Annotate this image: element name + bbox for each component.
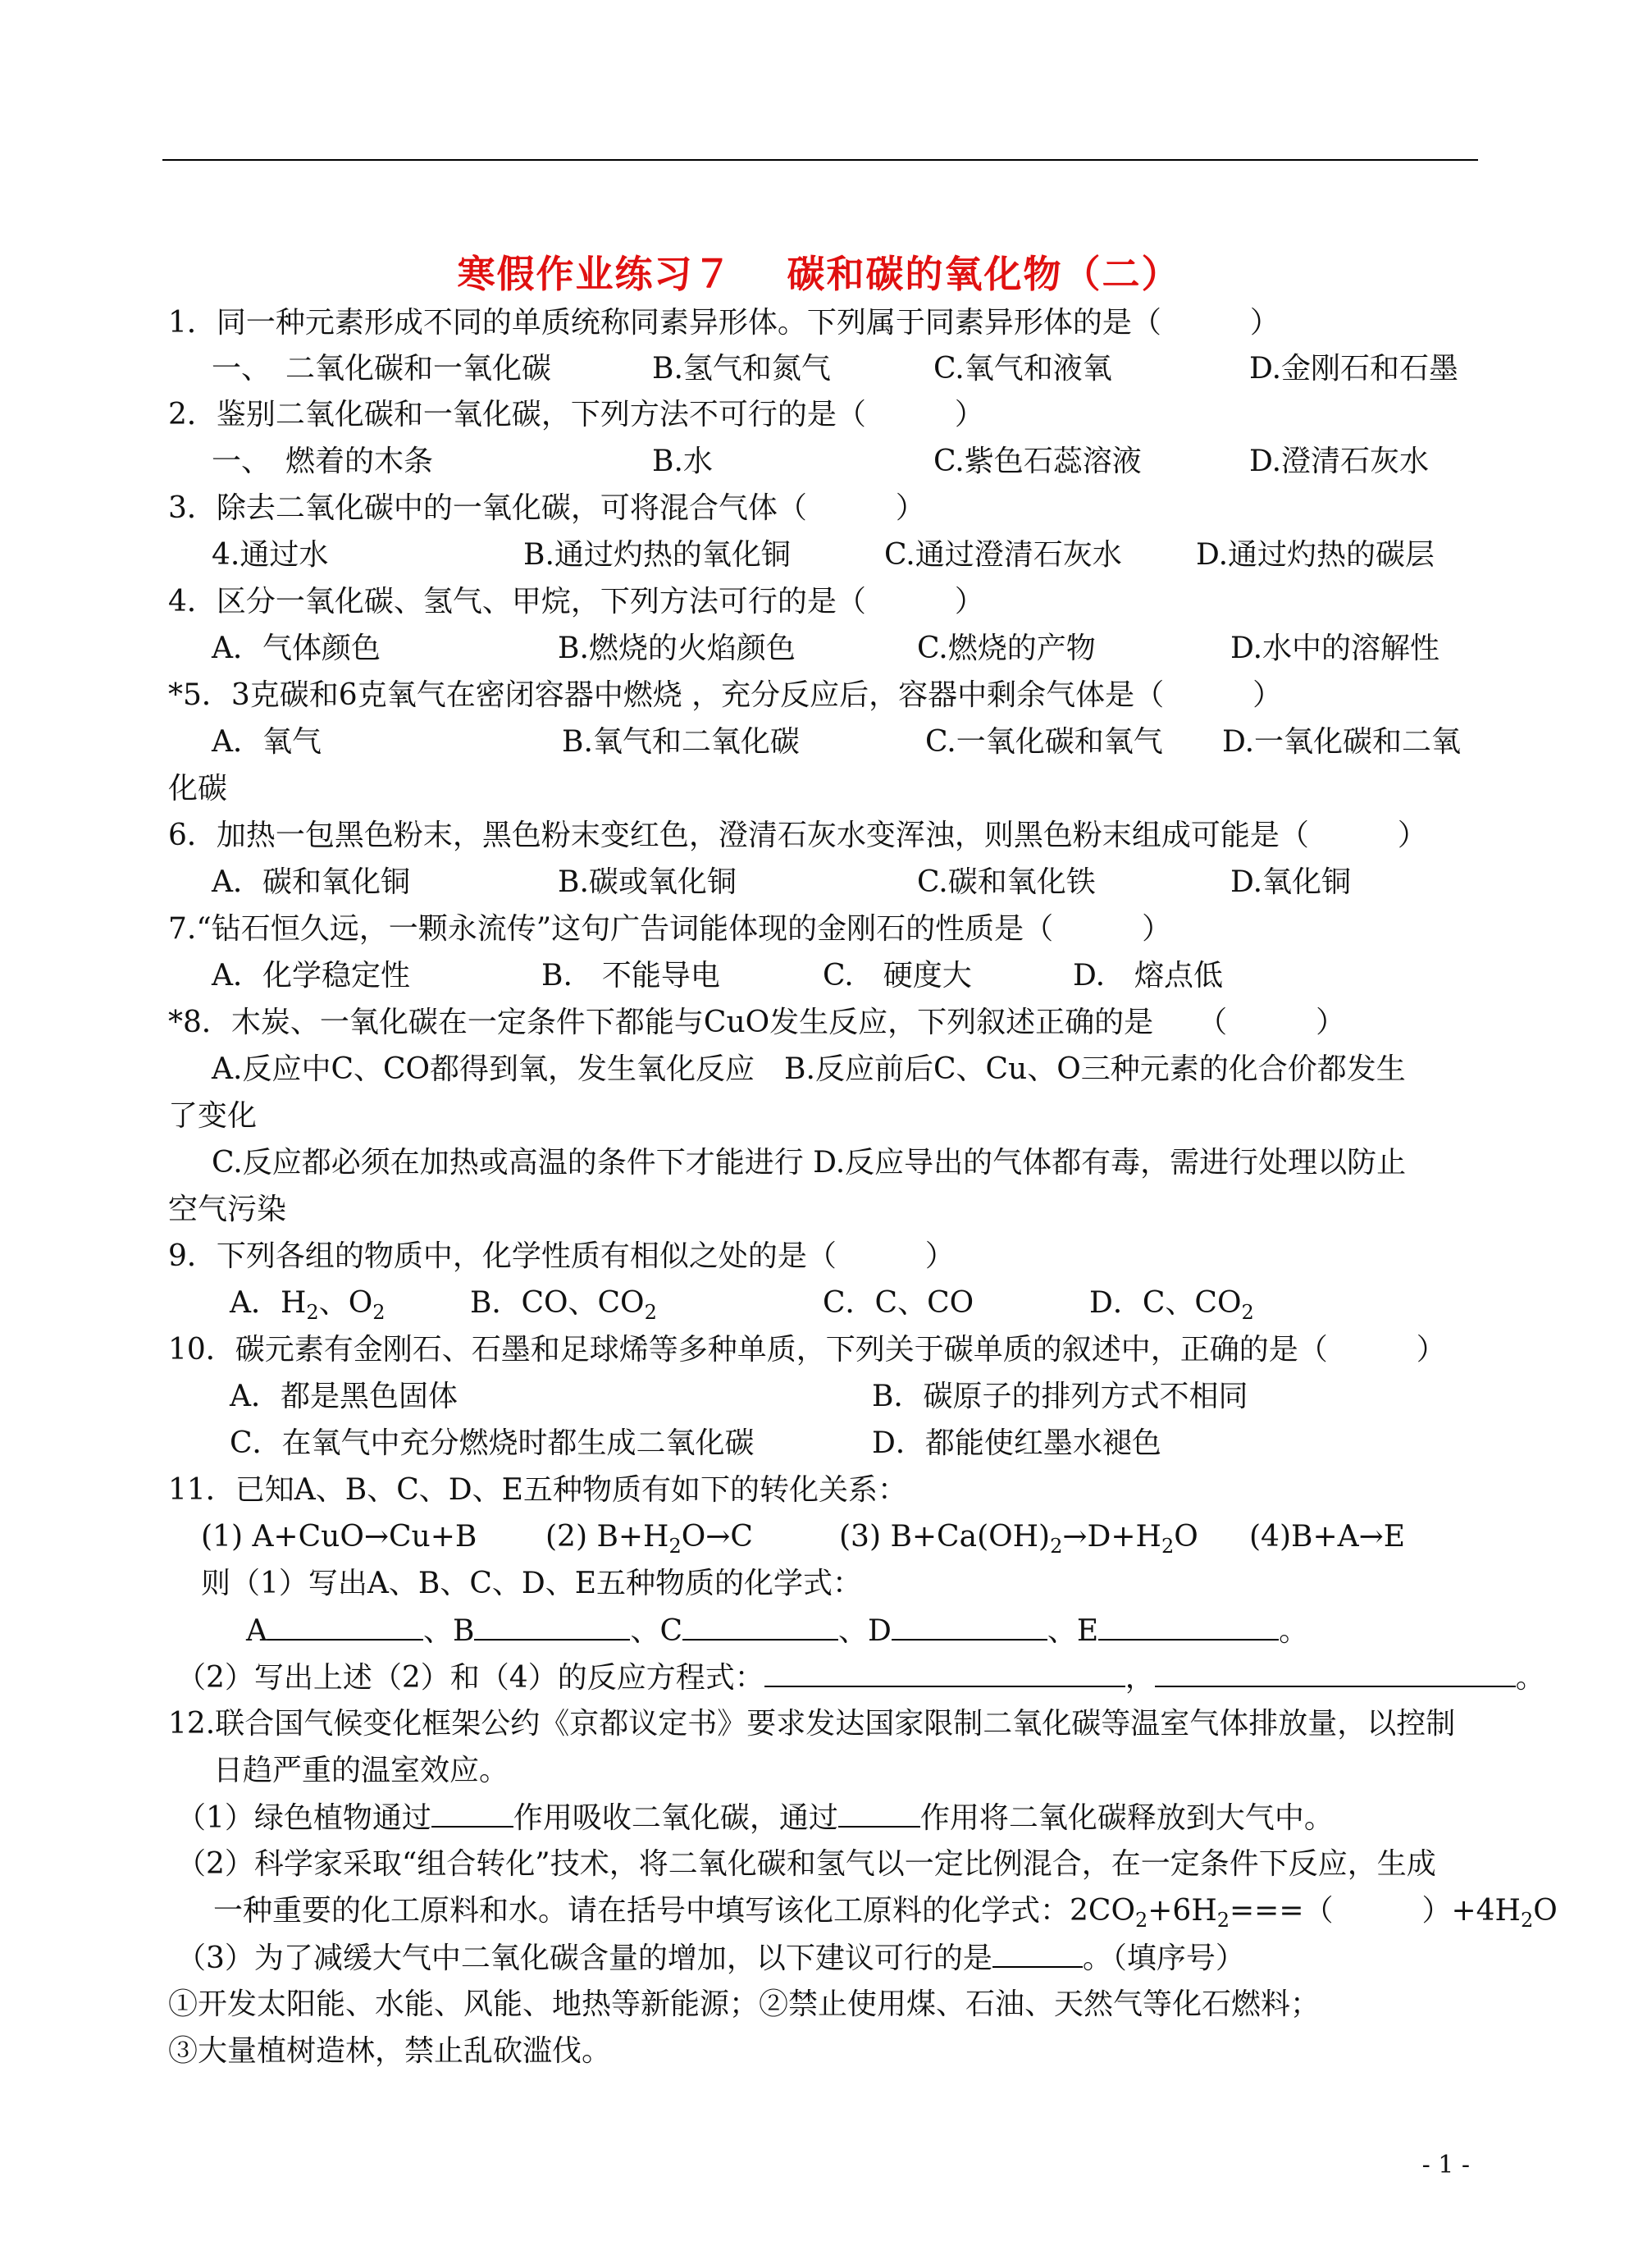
question-2: 2．鉴别二氧化碳和一氧化碳，下列方法不可行的是（ ） bbox=[168, 398, 984, 431]
q12-options-1: ①开发太阳能、水能、风能、地热等新能源；②禁止使用煤、石油、天然气等化石燃料； bbox=[168, 1987, 1321, 2021]
q12-part-3: （3）为了减缓大气中二氧化碳含量的增加，以下建议可行的是 。（填序号） bbox=[176, 1942, 1245, 1975]
question-9: 9．下列各组的物质中，化学性质有相似之处的是（ ） bbox=[168, 1239, 955, 1273]
q9-option-c: C．C、CO bbox=[823, 1286, 974, 1320]
blank-d[interactable] bbox=[892, 1613, 1047, 1641]
q11-reaction-1: (1) A+CuO→Cu+B bbox=[201, 1520, 477, 1554]
q12-options-2: ③大量植树造林，禁止乱砍滥伐。 bbox=[168, 2034, 612, 2068]
q3-option-d: D.通过灼热的碳层 bbox=[1196, 538, 1435, 572]
question-1: 1．同一种元素形成不同的单质统称同素异形体。下列属于同素异形体的是（ ） bbox=[168, 306, 1280, 340]
q7-option-a: A．化学稳定性 bbox=[212, 959, 410, 993]
page-number: - 1 - bbox=[1421, 2151, 1470, 2179]
q5-option-d-cont: 化碳 bbox=[168, 772, 228, 805]
q9-option-b: B．CO、$CO_2$ bbox=[470, 1286, 657, 1325]
question-8: *8．木炭、一氧化碳在一定条件下都能与CuO发生反应，下列叙述正确的是 （ ） bbox=[168, 1006, 1346, 1039]
q11-reaction-4: (4)B+A→E bbox=[1249, 1520, 1406, 1554]
q6-option-c: C.碳和氧化铁 bbox=[917, 865, 1096, 899]
q7-option-c: C. 硬度大 bbox=[823, 959, 972, 993]
blank-e[interactable] bbox=[1098, 1613, 1279, 1641]
question-10: 10．碳元素有金刚石、石墨和足球烯等多种单质，下列关于碳单质的叙述中，正确的是（ ） bbox=[168, 1333, 1446, 1367]
blank-equation-2[interactable] bbox=[764, 1659, 1125, 1687]
q1-option-a: 一、 二氧化碳和一氧化碳 bbox=[212, 352, 552, 386]
q8-options-ab-cont: 了变化 bbox=[168, 1099, 258, 1133]
q4-option-b: B.燃烧的火焰颜色 bbox=[558, 632, 796, 665]
q8-options-cd: C.反应都必须在加热或高温的条件下才能进行 D.反应导出的气体都有毒，需进行处理以防止 bbox=[212, 1146, 1407, 1180]
blank-suggestion[interactable] bbox=[992, 1940, 1083, 1968]
blank-a[interactable] bbox=[267, 1613, 423, 1641]
q1-option-c: C.氧气和液氧 bbox=[933, 352, 1112, 386]
blank-equation-4[interactable] bbox=[1155, 1659, 1516, 1687]
q8-options-ab: A.反应中C、CO都得到氧，发生氧化反应 B.反应前后C、Cu、O三种元素的化合价都发生 bbox=[212, 1052, 1406, 1086]
header-rule bbox=[162, 159, 1478, 161]
q5-option-c: C.一氧化碳和氧气 bbox=[925, 725, 1163, 759]
q6-option-a: A．碳和氧化铜 bbox=[212, 865, 410, 899]
q4-option-c: C.燃烧的产物 bbox=[917, 632, 1096, 665]
q11-reaction-2: (2) $B+H_2O\to C$ bbox=[545, 1520, 753, 1558]
blank-absorb-process[interactable] bbox=[431, 1800, 513, 1828]
blank-c[interactable] bbox=[682, 1613, 838, 1641]
q11-subquestion-2: （2）写出上述（2）和（4）的反应方程式： ， 。 bbox=[176, 1661, 1545, 1695]
q12-part-2: （2）科学家采取“组合转化”技术，将二氧化碳和氢气以一定比例混合，在一定条件下反应，生成 bbox=[176, 1847, 1436, 1881]
q5-option-b: B.氧气和二氧化碳 bbox=[562, 725, 800, 759]
q3-option-b: B.通过灼热的氧化铜 bbox=[523, 538, 791, 572]
q3-option-a: 4.通过水 bbox=[212, 538, 329, 572]
q2-option-a: 一、 燃着的木条 bbox=[212, 445, 434, 478]
q5-option-d: D.一氧化碳和二氧 bbox=[1222, 725, 1462, 759]
question-6: 6．加热一包黑色粉末，黑色粉末变红色，澄清石灰水变浑浊，则黑色粉末组成可能是（ ） bbox=[168, 819, 1427, 852]
q11-formula-blanks: A 、B 、C 、D 、E 。 bbox=[246, 1614, 1309, 1648]
q2-option-c: C.紫色石蕊溶液 bbox=[933, 445, 1142, 478]
q12-line-2: 日趋严重的温室效应。 bbox=[213, 1754, 509, 1787]
page-title: 寒假作业练习７ 碳和碳的氧化物（二） bbox=[457, 252, 1181, 296]
q10-option-a: A．都是黑色固体 bbox=[230, 1380, 458, 1413]
q5-option-a: A．氧气 bbox=[212, 725, 322, 759]
q4-option-d: D.水中的溶解性 bbox=[1230, 632, 1440, 665]
q9-option-a: A．$H_2$、$O_2$ bbox=[230, 1286, 386, 1325]
q8-options-cd-cont: 空气污染 bbox=[168, 1193, 287, 1226]
q9-option-d: D．C、$CO_2$ bbox=[1089, 1286, 1254, 1325]
question-7: 7.“钻石恒久远，一颗永流传”这句广告词能体现的金刚石的性质是（ ） bbox=[168, 912, 1172, 946]
q7-option-b: B. 不能导电 bbox=[541, 959, 720, 993]
q10-option-b: B．碳原子的排列方式不相同 bbox=[872, 1380, 1248, 1413]
q1-option-b: B.氢气和氮气 bbox=[652, 352, 831, 386]
q12-part-2-equation: 一种重要的化工原料和水。请在括号中填写该化工原料的化学式：$2CO_2+6H_2===$（ ）$+4H_2O$ bbox=[213, 1894, 1558, 1933]
q1-option-d: D.金刚石和石墨 bbox=[1249, 352, 1459, 386]
q11-reaction-3: (3) $B+Ca(OH)_2\to D+H_2O$ bbox=[839, 1520, 1198, 1558]
question-4: 4．区分一氧化碳、氢气、甲烷，下列方法可行的是（ ） bbox=[168, 585, 984, 618]
blank-release-process[interactable] bbox=[838, 1800, 920, 1828]
question-11: 11．已知A、B、C、D、E五种物质有如下的转化关系： bbox=[168, 1473, 907, 1507]
q12-part-1: （1）绿色植物通过 作用吸收二氧化碳，通过 作用将二氧化碳释放到大气中。 bbox=[176, 1801, 1334, 1835]
q4-option-a: A．气体颜色 bbox=[212, 632, 381, 665]
q10-option-c: C．在氧气中充分燃烧时都生成二氧化碳 bbox=[230, 1426, 755, 1460]
question-12: 12.联合国气候变化框架公约《京都议定书》要求发达国家限制二氧化碳等温室气体排放量，以控制 bbox=[168, 1707, 1456, 1741]
blank-b[interactable] bbox=[474, 1613, 630, 1641]
q11-subquestion-1: 则（1）写出A、B、C、D、E五种物质的化学式： bbox=[201, 1567, 863, 1600]
question-5: *5．3克碳和6克氧气在密闭容器中燃烧 ，充分反应后，容器中剩余气体是（ ） bbox=[168, 678, 1283, 712]
q10-option-d: D．都能使红墨水褪色 bbox=[872, 1426, 1161, 1460]
q6-option-b: B.碳或氧化铜 bbox=[558, 865, 737, 899]
q6-option-d: D.氧化铜 bbox=[1230, 865, 1352, 899]
q2-option-b: B.水 bbox=[652, 445, 713, 478]
q7-option-d: D. 熔点低 bbox=[1073, 959, 1224, 993]
question-3: 3．除去二氧化碳中的一氧化碳，可将混合气体（ ） bbox=[168, 491, 925, 525]
q2-option-d: D.澄清石灰水 bbox=[1249, 445, 1430, 478]
q3-option-c: C.通过澄清石灰水 bbox=[884, 538, 1122, 572]
